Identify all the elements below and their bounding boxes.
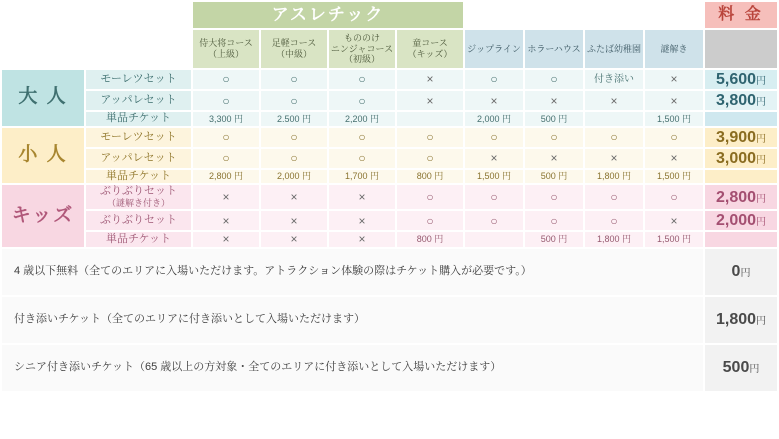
- column-header-1: [261, 30, 327, 68]
- plan-name: [86, 170, 191, 183]
- cell-1-0-0: ○: [193, 128, 259, 147]
- plan-label: ぶりぶりセット: [100, 214, 177, 227]
- table-row: [2, 70, 777, 89]
- table-row: [2, 91, 777, 110]
- cell-0-2-5: 500 円: [525, 112, 583, 125]
- price-cell: [705, 170, 777, 183]
- price-unit: 円: [756, 217, 767, 229]
- price-value: 2,000: [715, 212, 757, 230]
- cell-0-1-3: ×: [397, 91, 463, 110]
- plan-label: 単品チケット: [105, 112, 171, 125]
- column-header-label-4: ジップライン: [467, 43, 521, 54]
- column-header-2: [329, 30, 395, 68]
- column-header-label-7: 謎解き: [660, 43, 688, 54]
- price-unit: 円: [756, 97, 767, 109]
- cell-0-1-2: ○: [329, 91, 395, 110]
- cell-0-0-0: ○: [193, 70, 259, 89]
- cell-1-1-7: ×: [645, 149, 703, 168]
- cell-1-2-5: 500 円: [525, 170, 583, 183]
- price-cell: [705, 128, 777, 147]
- plan-label: アッパレセット: [100, 151, 177, 164]
- cell-0-1-1: ○: [261, 91, 327, 110]
- header-athletic-title: アスレチック: [193, 2, 463, 28]
- table-row: [2, 112, 777, 125]
- note-price-0: [705, 249, 777, 295]
- table-row: [2, 128, 777, 147]
- cell-0-2-2: 2,200 円: [329, 112, 395, 125]
- note-price-value-2: 500: [722, 359, 750, 377]
- cell-0-0-5: ○: [525, 70, 583, 89]
- category-child: 小 人: [2, 128, 84, 184]
- cell-2-0-6: ○: [585, 185, 643, 209]
- cell-0-0-7: ×: [645, 70, 703, 89]
- plan-sublabel: （謎解き付き）: [106, 198, 170, 209]
- price-value: 3,000: [715, 149, 757, 167]
- cell-0-2-7: 1,500 円: [645, 112, 703, 125]
- price-cell: [705, 232, 777, 246]
- cell-2-0-7: ○: [645, 185, 703, 209]
- table-row: [2, 232, 777, 246]
- price-cell: [705, 112, 777, 125]
- column-header-label-5: ホラーハウス: [527, 43, 581, 54]
- cell-2-0-1: ×: [261, 185, 327, 209]
- cell-0-1-7: ×: [645, 91, 703, 110]
- header-price-title: 料 金: [705, 2, 777, 28]
- cell-2-1-2: ×: [329, 211, 395, 230]
- category-adult: 大 人: [2, 70, 84, 126]
- note-row: [2, 297, 777, 343]
- cell-2-1-0: ×: [193, 211, 259, 230]
- cell-0-1-4: ×: [465, 91, 523, 110]
- cell-2-0-2: ×: [329, 185, 395, 209]
- price-value: 3,800: [715, 92, 757, 110]
- cell-1-2-0: 2,800 円: [193, 170, 259, 183]
- plan-label: ぶりぶりセット: [100, 185, 177, 198]
- plan-name: [86, 232, 191, 246]
- cell-2-2-3: 800 円: [397, 232, 463, 246]
- cell-0-2-1: 2.500 円: [261, 112, 327, 125]
- cell-0-2-0: 3,300 円: [193, 112, 259, 125]
- cell-1-1-6: ×: [585, 149, 643, 168]
- cell-1-0-2: ○: [329, 128, 395, 147]
- cell-0-0-6: 付き添い: [585, 70, 643, 89]
- cell-0-0-1: ○: [261, 70, 327, 89]
- column-header-4: [465, 30, 523, 68]
- cell-1-0-1: ○: [261, 128, 327, 147]
- header-row-group: [2, 2, 777, 28]
- cell-1-2-3: 800 円: [397, 170, 463, 183]
- cell-2-2-4: [465, 232, 523, 246]
- table-row: [2, 149, 777, 168]
- cell-2-1-1: ×: [261, 211, 327, 230]
- column-header-5: [525, 30, 583, 68]
- cell-0-2-3: [397, 112, 463, 125]
- cell-1-1-2: ○: [329, 149, 395, 168]
- price-cell: [705, 211, 777, 230]
- cell-1-2-1: 2,000 円: [261, 170, 327, 183]
- cell-0-1-5: ×: [525, 91, 583, 110]
- category-kids: キッズ: [2, 185, 84, 247]
- column-header-label-3: 童コース: [412, 38, 448, 49]
- cell-1-1-4: ×: [465, 149, 523, 168]
- note-price-2: [705, 345, 777, 391]
- header-row-columns: [2, 30, 777, 68]
- plan-name: [86, 70, 191, 89]
- cell-1-2-4: 1,500 円: [465, 170, 523, 183]
- header-other-spacer: [465, 2, 703, 28]
- price-cell: [705, 149, 777, 168]
- cell-1-2-7: 1,500 円: [645, 170, 703, 183]
- plan-label: モーレツセット: [100, 73, 177, 85]
- plan-name: [86, 91, 191, 110]
- note-row: [2, 249, 777, 295]
- plan-name: [86, 185, 191, 209]
- table-row: [2, 211, 777, 230]
- price-value: 2,800: [715, 188, 757, 206]
- table-row: [2, 185, 777, 209]
- header-corner: [2, 2, 191, 28]
- cell-2-0-5: ○: [525, 185, 583, 209]
- plan-name: [86, 211, 191, 230]
- plan-label: 単品チケット: [105, 169, 171, 182]
- cell-2-2-0: ×: [193, 232, 259, 246]
- price-cell: [705, 91, 777, 110]
- plan-name: [86, 128, 191, 147]
- cell-0-0-4: ○: [465, 70, 523, 89]
- cell-2-1-3: ○: [397, 211, 463, 230]
- price-unit: 円: [756, 193, 767, 205]
- column-header-3: [397, 30, 463, 68]
- note-price-1: [705, 297, 777, 343]
- cell-1-0-6: ○: [585, 128, 643, 147]
- cell-0-1-0: ○: [193, 91, 259, 110]
- cell-1-2-2: 1,700 円: [329, 170, 395, 183]
- cell-1-1-0: ○: [193, 149, 259, 168]
- price-cell: [705, 70, 777, 89]
- cell-2-1-7: ×: [645, 211, 703, 230]
- cell-2-2-6: 1,800 円: [585, 232, 643, 246]
- cell-2-2-1: ×: [261, 232, 327, 246]
- column-header-sub-2: ニンジャコース（初級）: [330, 43, 394, 65]
- column-header-sub-3: （キッズ）: [407, 49, 453, 59]
- price-unit: 円: [756, 154, 767, 166]
- column-header-sub-0: （上級）: [207, 49, 244, 59]
- column-header-6: [585, 30, 643, 68]
- plan-label: 単品チケット: [105, 232, 171, 245]
- column-header-sub-1: （中級）: [275, 49, 312, 59]
- note-text-1: 付き添いチケット（全てのエリアに付き添いとして入場いただけます）: [2, 297, 703, 343]
- note-row: [2, 345, 777, 391]
- cell-0-1-6: ×: [585, 91, 643, 110]
- cell-1-0-7: ○: [645, 128, 703, 147]
- cell-2-0-0: ×: [193, 185, 259, 209]
- note-text-2: シニア付き添いチケット（65 歳以上の方対象・全てのエリアに付き添いとして入場いただけます）: [2, 345, 703, 391]
- price-value: 3,900: [715, 128, 757, 146]
- cell-1-1-3: ○: [397, 149, 463, 168]
- price-unit: 円: [756, 76, 767, 87]
- note-price-unit-0: 円: [740, 268, 751, 280]
- cell-2-1-5: ○: [525, 211, 583, 230]
- cell-2-0-3: ○: [397, 185, 463, 209]
- note-price-unit-1: 円: [756, 316, 767, 328]
- note-text-0: 4 歳以下無料（全てのエリアに入場いただけます。アトラクション体験の際はチケット購入が必要です。）: [2, 249, 703, 295]
- plan-label: モーレツセット: [100, 130, 177, 143]
- cell-1-0-3: ○: [397, 128, 463, 147]
- cell-0-0-3: ×: [397, 70, 463, 89]
- column-header-7: [645, 30, 703, 68]
- column-header-label-6: ふたば幼稚園: [586, 43, 641, 54]
- cell-2-2-5: 500 円: [525, 232, 583, 246]
- column-header-0: [193, 30, 259, 68]
- note-price-value-0: 0: [731, 263, 741, 281]
- price-unit: 円: [756, 133, 767, 145]
- plan-name: [86, 112, 191, 125]
- header-price-spacer: [705, 30, 777, 68]
- cell-1-1-5: ×: [525, 149, 583, 168]
- cell-0-0-2: ○: [329, 70, 395, 89]
- cell-1-2-6: 1,800 円: [585, 170, 643, 183]
- cell-2-1-6: ○: [585, 211, 643, 230]
- cell-1-0-5: ○: [525, 128, 583, 147]
- cell-2-2-2: ×: [329, 232, 395, 246]
- header-corner-2: [2, 30, 191, 68]
- plan-name: [86, 149, 191, 168]
- cell-2-1-4: ○: [465, 211, 523, 230]
- cell-0-2-4: 2,000 円: [465, 112, 523, 125]
- cell-1-1-1: ○: [261, 149, 327, 168]
- cell-2-2-7: 1,500 円: [645, 232, 703, 246]
- note-price-value-1: 1,800: [715, 311, 757, 329]
- plan-label: アッパレセット: [100, 94, 177, 107]
- table-row: [2, 170, 777, 183]
- price-value: 5,600: [715, 71, 757, 88]
- note-price-unit-2: 円: [749, 364, 760, 376]
- cell-1-0-4: ○: [465, 128, 523, 147]
- cell-2-0-4: ○: [465, 185, 523, 209]
- cell-0-2-6: [585, 112, 643, 125]
- column-header-label-1: 足軽コース: [271, 38, 317, 49]
- column-header-label-0: 侍大将コース: [199, 38, 253, 49]
- price-cell: [705, 185, 777, 209]
- column-header-label-2: もののけ: [343, 32, 380, 43]
